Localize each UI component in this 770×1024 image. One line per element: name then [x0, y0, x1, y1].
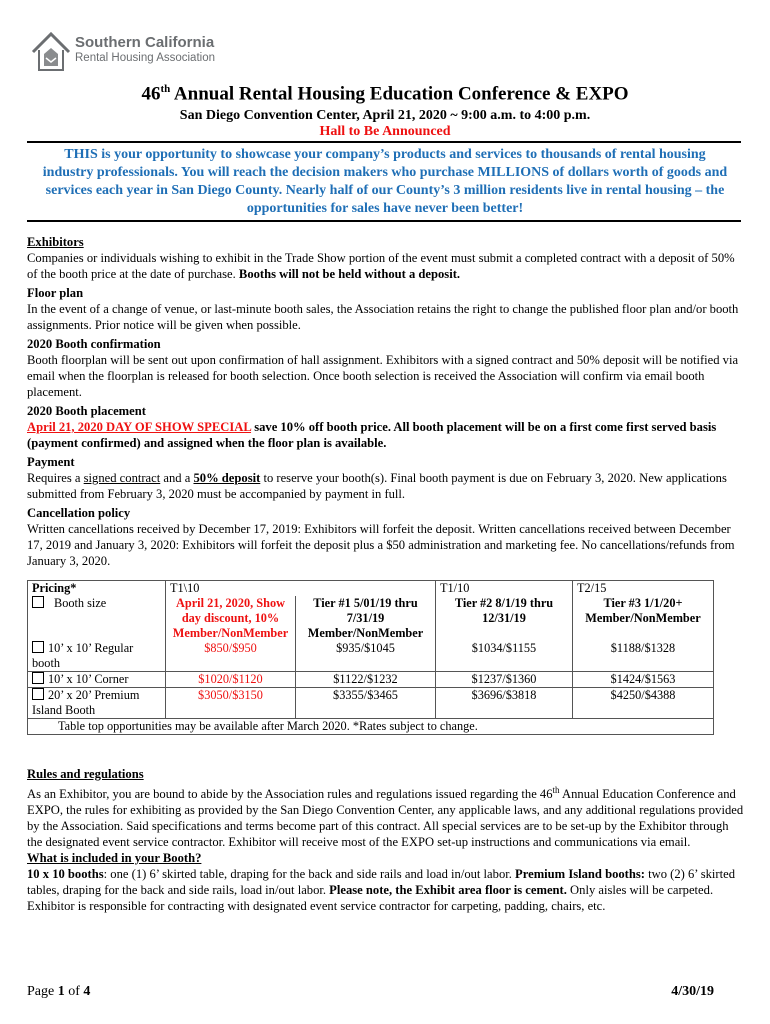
- table-row: 20’ x 20’ Premium Island Booth $3050/$3150 $3355/$3465 $3696/$3818 $4250/$4388: [28, 688, 714, 719]
- confirmation-text: Booth floorplan will be sent out upon confirmation of hall assignment. Exhibitors with a signed contract and 50% deposit will be notified via email when the floorplan is released for booth selection. Once booth selection is received the Association will confirm via email booth placement.: [27, 353, 739, 399]
- event-subtitle: San Diego Convention Center, April 21, 2020 ~ 9:00 a.m. to 4:00 p.m.: [179, 108, 591, 123]
- logo-line-1: Southern California: [75, 34, 215, 51]
- organization-logo: [30, 30, 230, 74]
- logo-line-2: Rental Housing Association: [75, 52, 215, 64]
- promo-divider: [27, 220, 741, 222]
- placement-heading: 2020 Booth placement: [27, 404, 146, 418]
- payment-heading: Payment: [27, 455, 75, 469]
- page-title: 46th Annual Rental Housing Education Conference & EXPO: [141, 83, 629, 105]
- table-row: 10’ x 10’ Regular booth $850/$950 $935/$1045 $1034/$1155 $1188/$1328: [28, 641, 714, 672]
- exhibitors-text: Companies or individuals wishing to exhibit in the Trade Show portion of the event must submit a completed contract with a deposit of 50% of the booth price at the date of purchase. Booths will not be held without a deposit.: [27, 251, 735, 281]
- table-row: Booth size April 21, 2020, Show day discount, 10% Member/NonMember Tier #1 5/01/19 thru 7/31/19 Member/NonMember Tier #2 8/1/19 thru 12/31/19 Tier #3 1/1/20+ Member/NonMember: [28, 596, 714, 641]
- checkbox[interactable]: [32, 641, 44, 653]
- rules-heading: Rules and regulations: [27, 767, 144, 781]
- cancellation-heading: Cancellation policy: [27, 506, 131, 520]
- exhibitors-heading: Exhibitors: [27, 235, 84, 249]
- included-text: 10 x 10 booths: one (1) 6’ skirted table, draping for the back and side rails and load in/out labor. Premium Island booths: two (2) 6’ skirted tables, draping for the back and side rails, load in/out labor. Please note, the Exhibit area floor is cement. Only aisles will be carpeted. Exhibitor is responsible for contracting with designated event service contractor for carpeting, padding, chairs, etc.: [27, 867, 735, 914]
- floor-plan-text: In the event of a change of venue, or last-minute booth sales, the Association retains the right to change the published floor plan and/or booth assignments. Prior notice will be given when possible.: [27, 302, 739, 332]
- table-row: [28, 719, 714, 735]
- hall-notice: Hall to Be Announced: [319, 124, 451, 139]
- promo-text: THIS is your opportunity to showcase your company’s products and services to thousands of rental housing industry professionals. You will reach the decision makers who purchase MILLIONS of dollars worth of goods and services each year in San Diego County. Nearly half of our County’s 3 million residents live in rental housing – the opportunities for sales have never been better!: [42, 147, 728, 216]
- pricing-note: Table top opportunities may be available after March 2020. *Rates subject to change.: [28, 719, 714, 735]
- payment-text: Requires a signed contract and a 50% deposit to reserve your booth(s). Final booth payment is due on February 3, 2020. New applications submitted from February 3, 2020 must be accompanied by payment in full.: [27, 471, 727, 501]
- tier1-header: Tier #1 5/01/19 thru 7/31/19 Member/NonMember: [296, 596, 436, 641]
- footer-date: 4/30/19: [671, 984, 714, 999]
- table-row: Pricing* T1\10 T1/10 T2/15: [28, 581, 714, 597]
- rules-section: [27, 766, 747, 914]
- confirmation-heading: 2020 Booth confirmation: [27, 337, 161, 351]
- checkbox[interactable]: [32, 672, 44, 684]
- checkbox[interactable]: [32, 688, 44, 700]
- placement-text: April 21, 2020 DAY OF SHOW SPECIAL save 10% off booth price. All booth placement will be on a first come first served basis (payment confirmed) and assigned when the floor plan is available.: [27, 420, 717, 450]
- cancellation-text: Written cancellations received by December 17, 2019: Exhibitors will forfeit the deposit. Written cancellations received between December 17, 2019 and January 3, 2020: Exhibitors will forfeit the deposit plus a $50 administration and marketing fee. No cancellations/refunds from January 3, 2020.: [27, 522, 735, 568]
- checkbox[interactable]: [32, 596, 44, 608]
- rules-text: As an Exhibitor, you are bound to abide by the Association rules and regulations issued regarding the 46th Annual Education Conference and EXPO, the rules for exhibiting as provided by the San Diego Convention Center, any applicable laws, and any additional regulations provided by the Association. Said specifications and terms become part of this contract. All special services are to be set-up by the Exhibitor through the designated event service contractor. Exhibitor will receive most of the EXPO set-up instructions and communications via email.: [27, 785, 744, 850]
- tier2-header: Tier #2 8/1/19 thru 12/31/19: [436, 596, 573, 641]
- house-logo-icon: [30, 30, 72, 74]
- table-row: 10’ x 10’ Corner $1020/$1120 $1122/$1232 $1237/$1360 $1424/$1563: [28, 672, 714, 688]
- top-divider: [27, 141, 741, 143]
- page-number: Page 1 of 4: [27, 984, 91, 999]
- tier3-header: Tier #3 1/1/20+ Member/NonMember: [573, 596, 714, 641]
- pricing-table: [27, 580, 714, 735]
- day-discount-header: April 21, 2020, Show day discount, 10% Member/NonMember: [166, 596, 296, 641]
- floor-plan-heading: Floor plan: [27, 286, 84, 300]
- contract-terms: [27, 234, 747, 572]
- included-heading: What is included in your Booth?: [27, 851, 202, 866]
